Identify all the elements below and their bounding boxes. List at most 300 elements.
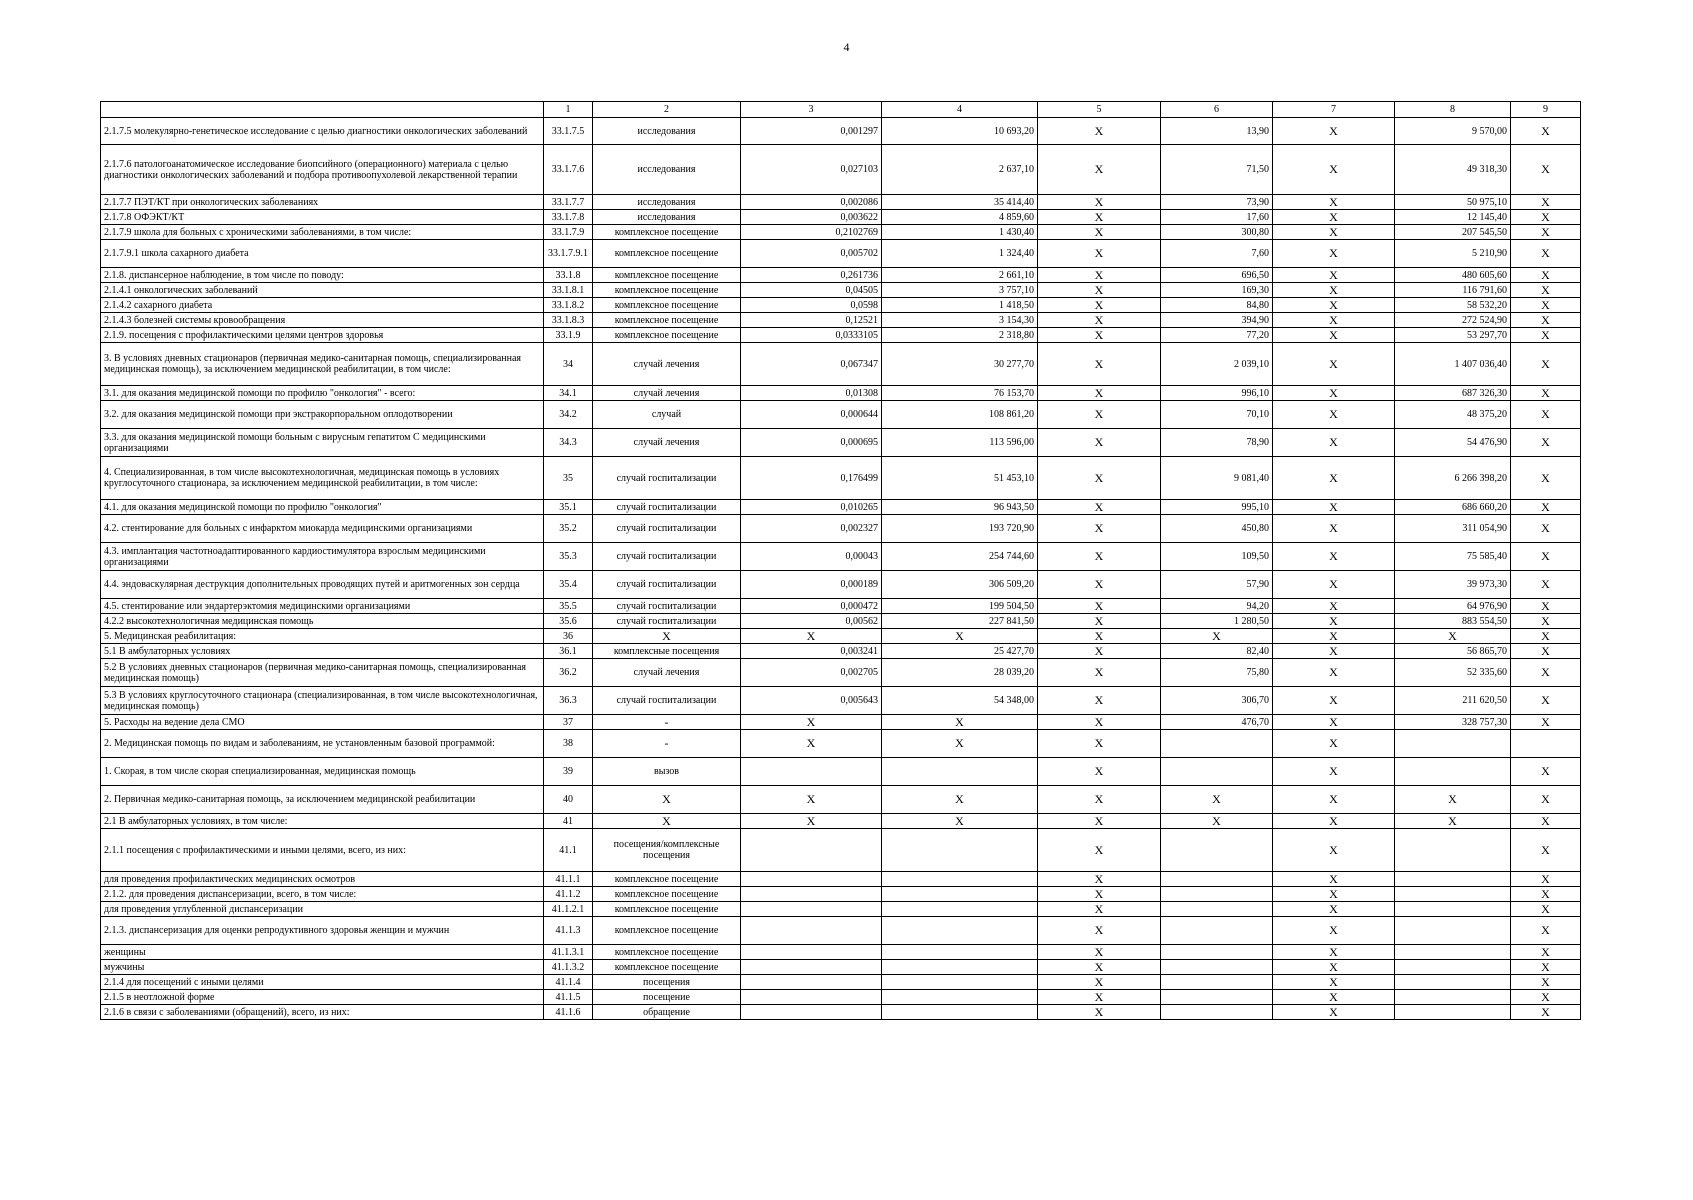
table-cell: 2 637,10 — [882, 145, 1038, 195]
table-cell: X — [1038, 298, 1161, 313]
table-cell: X — [593, 814, 741, 829]
table-cell: X — [1511, 990, 1581, 1005]
table-cell: 2.1.9. посещения с профилактическими целями центров здоровья — [101, 328, 544, 343]
table-cell: комплексное посещение — [593, 283, 741, 298]
table-cell: исследования — [593, 210, 741, 225]
table-cell: 12 145,40 — [1395, 210, 1511, 225]
table-cell: 0,002705 — [741, 659, 882, 687]
table-cell: 0,2102769 — [741, 225, 882, 240]
table-cell: 40 — [544, 786, 593, 814]
table-cell: 2 039,10 — [1161, 343, 1273, 386]
table-cell: 996,10 — [1161, 386, 1273, 401]
table-cell: 0,12521 — [741, 313, 882, 328]
table-cell: 0,027103 — [741, 145, 882, 195]
table-cell: 254 744,60 — [882, 543, 1038, 571]
table-cell: 0,000695 — [741, 429, 882, 457]
table-cell: X — [1511, 401, 1581, 429]
table-cell: X — [593, 786, 741, 814]
table-cell: X — [1038, 313, 1161, 328]
table-cell: 2.1.4.1 онкологических заболеваний — [101, 283, 544, 298]
column-header: 9 — [1511, 102, 1581, 118]
table-cell — [1161, 975, 1273, 990]
table-cell: X — [1038, 599, 1161, 614]
table-cell — [1395, 975, 1511, 990]
table-cell: 2.1.7.9.1 школа сахарного диабета — [101, 240, 544, 268]
table-cell — [882, 887, 1038, 902]
table-row — [101, 872, 1581, 887]
table-cell: X — [1038, 829, 1161, 872]
table-row — [101, 659, 1581, 687]
table-row — [101, 571, 1581, 599]
column-header: 1 — [544, 102, 593, 118]
table-cell — [741, 887, 882, 902]
table-row — [101, 902, 1581, 917]
table-cell: X — [741, 814, 882, 829]
table-cell — [1395, 917, 1511, 945]
table-cell: 71,50 — [1161, 145, 1273, 195]
table-cell: 1 430,40 — [882, 225, 1038, 240]
table-cell — [882, 872, 1038, 887]
table-cell: X — [1161, 629, 1273, 644]
table-cell: 883 554,50 — [1395, 614, 1511, 629]
table-cell: 4 859,60 — [882, 210, 1038, 225]
table-cell: 10 693,20 — [882, 118, 1038, 145]
table-cell: случай лечения — [593, 343, 741, 386]
table-cell: 1 280,50 — [1161, 614, 1273, 629]
table-cell — [1395, 872, 1511, 887]
table-cell: X — [1273, 814, 1395, 829]
table-cell: X — [1511, 786, 1581, 814]
table-row — [101, 599, 1581, 614]
table-cell: X — [1511, 328, 1581, 343]
table-cell: случай госпитализации — [593, 543, 741, 571]
table-cell: случай лечения — [593, 386, 741, 401]
table-cell: 36.2 — [544, 659, 593, 687]
table-cell: 0,002086 — [741, 195, 882, 210]
table-cell — [1395, 887, 1511, 902]
table-cell: 34.1 — [544, 386, 593, 401]
table-cell: X — [1038, 429, 1161, 457]
table-cell — [1161, 730, 1273, 758]
table-cell: X — [1511, 945, 1581, 960]
table-cell: 41.1.3.2 — [544, 960, 593, 975]
table-cell: 1 324,40 — [882, 240, 1038, 268]
table-cell: X — [882, 814, 1038, 829]
table-row — [101, 715, 1581, 730]
table-row — [101, 313, 1581, 328]
table-cell: 2.1.6 в связи с заболеваниями (обращений), всего, из них: — [101, 1005, 544, 1020]
table-cell: X — [1273, 298, 1395, 313]
table-cell: комплексные посещения — [593, 644, 741, 659]
table-cell: 227 841,50 — [882, 614, 1038, 629]
table-cell: X — [1511, 902, 1581, 917]
table-cell: 34.2 — [544, 401, 593, 429]
table-cell — [741, 975, 882, 990]
table-cell: X — [1273, 1005, 1395, 1020]
table-cell: 5. Медицинская реабилитация: — [101, 629, 544, 644]
table-cell: X — [1511, 614, 1581, 629]
table-cell: X — [1038, 210, 1161, 225]
table-cell: 76 153,70 — [882, 386, 1038, 401]
table-cell: 2.1.7.6 патологоанатомическое исследование биопсийного (операционного) материала с целью диагностики онкологических заболеваний и подбора противоопухолевой лекарственной терапии — [101, 145, 544, 195]
table-row — [101, 386, 1581, 401]
table-cell: 51 453,10 — [882, 457, 1038, 500]
table-cell: X — [1273, 118, 1395, 145]
table-cell: X — [741, 715, 882, 730]
table-cell: 0,0598 — [741, 298, 882, 313]
table-row — [101, 500, 1581, 515]
table-cell: X — [1273, 887, 1395, 902]
table-cell — [741, 960, 882, 975]
table-cell: X — [1273, 195, 1395, 210]
table-cell: X — [1273, 268, 1395, 283]
table-cell: X — [1511, 210, 1581, 225]
table-cell: 33.1.8.3 — [544, 313, 593, 328]
table-cell: X — [1038, 786, 1161, 814]
table-cell: X — [1511, 917, 1581, 945]
table-cell — [1161, 887, 1273, 902]
table-cell: X — [1511, 659, 1581, 687]
table-cell: X — [1273, 515, 1395, 543]
table-cell: X — [1273, 902, 1395, 917]
table-cell: 33.1.7.6 — [544, 145, 593, 195]
table-cell — [1161, 1005, 1273, 1020]
table-cell: X — [882, 629, 1038, 644]
table-cell: X — [1273, 599, 1395, 614]
table-cell: X — [1038, 629, 1161, 644]
table-cell — [1395, 960, 1511, 975]
table-cell — [1395, 758, 1511, 786]
table-cell: посещения — [593, 975, 741, 990]
table-cell: 41.1 — [544, 829, 593, 872]
table-row — [101, 945, 1581, 960]
table-cell: X — [1273, 543, 1395, 571]
table-cell: X — [1273, 210, 1395, 225]
table-cell: X — [1273, 343, 1395, 386]
table-cell — [741, 917, 882, 945]
table-cell: X — [1511, 386, 1581, 401]
table-cell: 2. Первичная медико-санитарная помощь, за исключением медицинской реабилитации — [101, 786, 544, 814]
table-cell: 82,40 — [1161, 644, 1273, 659]
table-cell: X — [1511, 313, 1581, 328]
table-cell: 33.1.8 — [544, 268, 593, 283]
table-cell: 0,0333105 — [741, 328, 882, 343]
table-cell: X — [1038, 887, 1161, 902]
table-cell: случай госпитализации — [593, 500, 741, 515]
table-cell: 3. В условиях дневных стационаров (первичная медико-санитарная помощь, специализированная медицинская помощь), за исключением медицинской реабилитации, в том числе: — [101, 343, 544, 386]
table-cell: 41.1.1 — [544, 872, 593, 887]
table-cell: X — [1273, 500, 1395, 515]
table-cell: 78,90 — [1161, 429, 1273, 457]
table-cell: 2.1.2. для проведения диспансеризации, всего, в том числе: — [101, 887, 544, 902]
table-cell: X — [1273, 975, 1395, 990]
table-cell: X — [1511, 960, 1581, 975]
table-cell: случай лечения — [593, 659, 741, 687]
table-cell: X — [1038, 945, 1161, 960]
table-cell: X — [1038, 917, 1161, 945]
table-cell: 2. Медицинская помощь по видам и заболеваниям, не установленным базовой программой: — [101, 730, 544, 758]
table-cell: X — [1273, 687, 1395, 715]
table-cell — [741, 758, 882, 786]
table-cell: 35 — [544, 457, 593, 500]
table-cell: 0,00562 — [741, 614, 882, 629]
table-cell: комплексное посещение — [593, 313, 741, 328]
table-cell — [741, 945, 882, 960]
table-cell: 6 266 398,20 — [1395, 457, 1511, 500]
table-cell: 33.1.7.9 — [544, 225, 593, 240]
table-cell: комплексное посещение — [593, 328, 741, 343]
table-cell: 56 865,70 — [1395, 644, 1511, 659]
table-cell: 4.3. имплантация частотноадаптированного кардиостимулятора взрослым медицинскими организациями — [101, 543, 544, 571]
table-cell: 1 418,50 — [882, 298, 1038, 313]
table-cell: X — [1395, 629, 1511, 644]
table-cell: X — [1038, 401, 1161, 429]
table-cell: X — [741, 730, 882, 758]
table-cell: X — [1038, 614, 1161, 629]
table-cell: 70,10 — [1161, 401, 1273, 429]
table-cell: X — [1273, 571, 1395, 599]
table-cell: 2.1.7.7 ПЭТ/КТ при онкологических заболеваниях — [101, 195, 544, 210]
table-cell — [741, 990, 882, 1005]
table-cell: 41 — [544, 814, 593, 829]
table-cell: X — [1511, 268, 1581, 283]
table-cell: X — [1511, 975, 1581, 990]
table-cell: X — [1038, 814, 1161, 829]
table-cell: X — [1511, 429, 1581, 457]
table-row — [101, 225, 1581, 240]
table-cell: 41.1.2.1 — [544, 902, 593, 917]
table-cell: X — [1511, 629, 1581, 644]
table-cell: 54 348,00 — [882, 687, 1038, 715]
table-cell: 52 335,60 — [1395, 659, 1511, 687]
table-cell: X — [1511, 1005, 1581, 1020]
table-cell: 2.1.7.8 ОФЭКТ/КТ — [101, 210, 544, 225]
table-cell: X — [1273, 457, 1395, 500]
table-cell: комплексное посещение — [593, 887, 741, 902]
table-cell: 35.1 — [544, 500, 593, 515]
table-row — [101, 975, 1581, 990]
table-cell: X — [1273, 629, 1395, 644]
table-cell: 33.1.9 — [544, 328, 593, 343]
table-cell: - — [593, 715, 741, 730]
table-cell — [1395, 829, 1511, 872]
table-cell: 0,003622 — [741, 210, 882, 225]
table-cell: комплексное посещение — [593, 872, 741, 887]
table-cell — [1161, 872, 1273, 887]
table-cell: 84,80 — [1161, 298, 1273, 313]
table-cell: 116 791,60 — [1395, 283, 1511, 298]
table-cell: X — [882, 730, 1038, 758]
table-cell: X — [1273, 829, 1395, 872]
table-row — [101, 283, 1581, 298]
table-cell: 41.1.4 — [544, 975, 593, 990]
column-header: 7 — [1273, 102, 1395, 118]
table-cell — [741, 902, 882, 917]
table-row — [101, 268, 1581, 283]
table-cell: для проведения профилактических медицинских осмотров — [101, 872, 544, 887]
table-cell: 0,04505 — [741, 283, 882, 298]
table-cell: исследования — [593, 145, 741, 195]
table-cell: 272 524,90 — [1395, 313, 1511, 328]
table-cell: 33.1.7.7 — [544, 195, 593, 210]
table-cell: 9 081,40 — [1161, 457, 1273, 500]
table-cell: X — [1038, 659, 1161, 687]
table-cell: для проведения углубленной диспансеризации — [101, 902, 544, 917]
table-cell: 9 570,00 — [1395, 118, 1511, 145]
table-cell: 1 407 036,40 — [1395, 343, 1511, 386]
table-cell: мужчины — [101, 960, 544, 975]
table-row — [101, 145, 1581, 195]
column-header: 6 — [1161, 102, 1273, 118]
table-cell: X — [882, 786, 1038, 814]
table-row — [101, 515, 1581, 543]
table-row — [101, 1005, 1581, 1020]
table-row — [101, 195, 1581, 210]
table-cell: случай госпитализации — [593, 614, 741, 629]
table-cell: X — [1038, 328, 1161, 343]
page-number: 4 — [843, 40, 850, 54]
table-cell: X — [1038, 283, 1161, 298]
table-cell: 54 476,90 — [1395, 429, 1511, 457]
table-cell: X — [1511, 500, 1581, 515]
table-cell: 0,000472 — [741, 599, 882, 614]
table-cell: 2.1.3. диспансеризация для оценки репродуктивного здоровья женщин и мужчин — [101, 917, 544, 945]
table-cell: 995,10 — [1161, 500, 1273, 515]
table-cell: 35.4 — [544, 571, 593, 599]
table-cell: X — [1511, 599, 1581, 614]
table-cell: 306 509,20 — [882, 571, 1038, 599]
table-cell: 686 660,20 — [1395, 500, 1511, 515]
table-cell: X — [741, 786, 882, 814]
table-row — [101, 543, 1581, 571]
table-cell: 0,01308 — [741, 386, 882, 401]
table-cell: 169,30 — [1161, 283, 1273, 298]
table-cell: X — [1511, 225, 1581, 240]
table-cell: случай лечения — [593, 429, 741, 457]
table-cell — [1511, 730, 1581, 758]
table-cell: комплексное посещение — [593, 240, 741, 268]
table-cell: 5 210,90 — [1395, 240, 1511, 268]
table-cell: X — [1038, 975, 1161, 990]
table-cell: 0,005643 — [741, 687, 882, 715]
table-cell: 37 — [544, 715, 593, 730]
table-cell — [1395, 730, 1511, 758]
table-cell: 687 326,30 — [1395, 386, 1511, 401]
table-row — [101, 457, 1581, 500]
table-cell: X — [1273, 872, 1395, 887]
table-cell — [882, 990, 1038, 1005]
table-cell: 2.1.7.9 школа для больных с хроническими заболеваниями, в том числе: — [101, 225, 544, 240]
table-cell: 4.2.2 высокотехнологичная медицинская помощь — [101, 614, 544, 629]
table-cell — [1161, 917, 1273, 945]
table-row — [101, 343, 1581, 386]
column-header: 5 — [1038, 102, 1161, 118]
table-cell: 2.1 В амбулаторных условиях, в том числе: — [101, 814, 544, 829]
table-cell — [882, 1005, 1038, 1020]
table-cell: случай госпитализации — [593, 571, 741, 599]
table-cell: 73,90 — [1161, 195, 1273, 210]
table-cell — [1161, 758, 1273, 786]
table-cell: X — [593, 629, 741, 644]
table-row — [101, 960, 1581, 975]
table-cell: 77,20 — [1161, 328, 1273, 343]
table-cell: X — [1273, 429, 1395, 457]
column-header: 3 — [741, 102, 882, 118]
table-cell: комплексное посещение — [593, 945, 741, 960]
table-cell: X — [1273, 225, 1395, 240]
table-cell: 34 — [544, 343, 593, 386]
table-cell: X — [1511, 195, 1581, 210]
table-cell: X — [1273, 990, 1395, 1005]
table-cell: 36 — [544, 629, 593, 644]
table-cell: 33.1.8.1 — [544, 283, 593, 298]
table-cell: 3.1. для оказания медицинской помощи по профилю "онкология" - всего: — [101, 386, 544, 401]
table-cell: 2.1.5 в неотложной форме — [101, 990, 544, 1005]
table-cell: X — [1038, 902, 1161, 917]
table-cell: 3.3. для оказания медицинской помощи больным с вирусным гепатитом С медицинскими организациями — [101, 429, 544, 457]
table-row — [101, 814, 1581, 829]
table-cell: 35.3 — [544, 543, 593, 571]
table-cell: 33.1.7.9.1 — [544, 240, 593, 268]
table-cell: - — [593, 730, 741, 758]
table-cell: 4.5. стентирование или эндартерэктомия медицинскими организациями — [101, 599, 544, 614]
table-cell: X — [1161, 786, 1273, 814]
table-cell: 0,067347 — [741, 343, 882, 386]
table-cell: комплексное посещение — [593, 298, 741, 313]
table-cell: X — [1038, 386, 1161, 401]
table-cell: 36.1 — [544, 644, 593, 659]
table-row — [101, 401, 1581, 429]
table-cell: X — [1161, 814, 1273, 829]
table-row — [101, 887, 1581, 902]
table-cell: 2.1.1 посещения с профилактическими и иными целями, всего, из них: — [101, 829, 544, 872]
table-row — [101, 990, 1581, 1005]
table-cell: 25 427,70 — [882, 644, 1038, 659]
table-cell: 41.1.5 — [544, 990, 593, 1005]
table-cell: 5.3 В условиях круглосуточного стационара (специализированная, в том числе высокотехнологичная, медицинская помощь) — [101, 687, 544, 715]
table-cell: 300,80 — [1161, 225, 1273, 240]
table-cell: 4.1. для оказания медицинской помощи по профилю "онкология" — [101, 500, 544, 515]
table-cell — [882, 829, 1038, 872]
table-row — [101, 614, 1581, 629]
table-cell: 39 973,30 — [1395, 571, 1511, 599]
table-cell: 394,90 — [1161, 313, 1273, 328]
table-cell: 75,80 — [1161, 659, 1273, 687]
column-header: 4 — [882, 102, 1038, 118]
table-cell: 48 375,20 — [1395, 401, 1511, 429]
table-cell — [882, 902, 1038, 917]
table-cell: X — [1038, 457, 1161, 500]
table-cell: 207 545,50 — [1395, 225, 1511, 240]
table-cell: X — [1273, 945, 1395, 960]
table-cell: 696,50 — [1161, 268, 1273, 283]
table-cell: X — [1273, 786, 1395, 814]
table-cell: X — [1273, 644, 1395, 659]
table-cell: 5.1 В амбулаторных условиях — [101, 644, 544, 659]
table-cell — [741, 1005, 882, 1020]
table-cell: комплексное посещение — [593, 902, 741, 917]
table-cell: X — [1038, 225, 1161, 240]
table-cell: X — [1511, 814, 1581, 829]
table-row — [101, 786, 1581, 814]
table-cell: X — [1511, 687, 1581, 715]
column-header: 2 — [593, 102, 741, 118]
table-cell: 3 757,10 — [882, 283, 1038, 298]
table-cell: X — [1273, 715, 1395, 730]
table-cell: 35.2 — [544, 515, 593, 543]
table-row — [101, 644, 1581, 659]
table-row — [101, 629, 1581, 644]
